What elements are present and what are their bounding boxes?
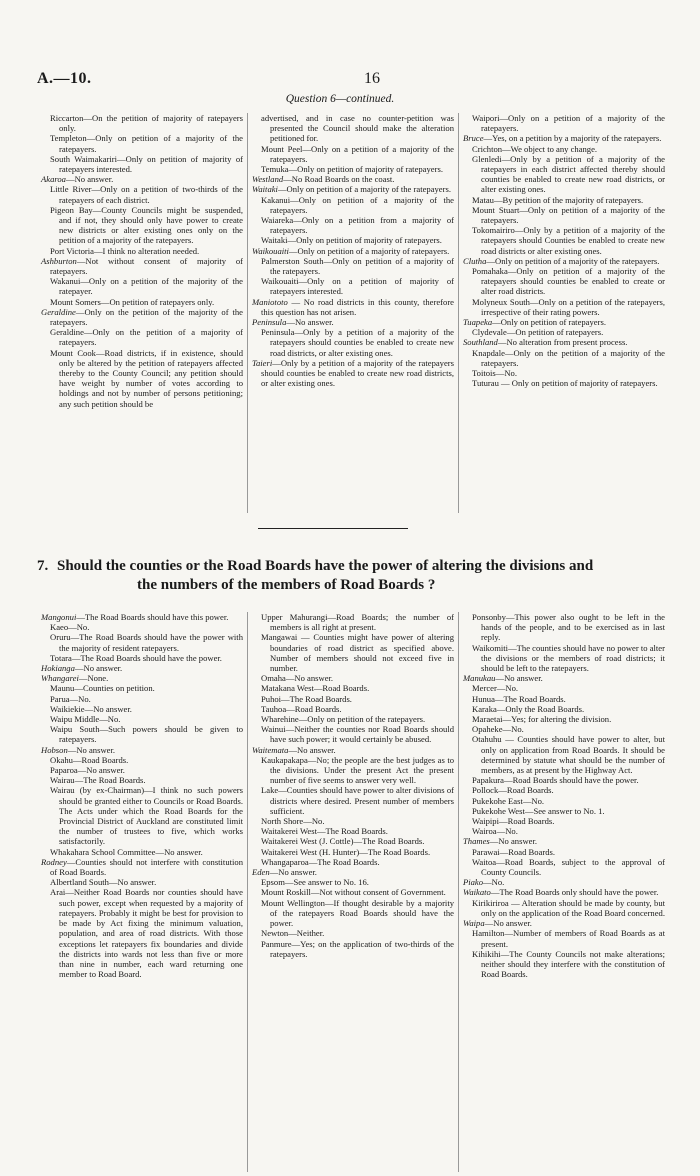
entry-text: Tauhoa—Road Boards.	[261, 703, 342, 714]
district-entry	[41, 246, 243, 256]
county-name: Bruce	[463, 133, 484, 144]
county-entry	[252, 867, 454, 877]
county-entry	[463, 877, 665, 887]
entry-text: Knapdale—Only on the petition of a majority of the ratepayers.	[472, 347, 665, 368]
entry-text: Mount Somers—On petition of ratepayers only.	[50, 296, 215, 307]
entry-text: Oruru—The Road Boards should have the power with the majority of resident ratepayers.	[50, 632, 243, 653]
county-name: Rodney	[41, 856, 67, 867]
entry-text: Whangaparoa—The Road Boards.	[261, 856, 380, 867]
county-entry	[41, 256, 243, 276]
county-name: Westland	[252, 174, 284, 185]
county-entry	[41, 307, 243, 327]
county-entry	[252, 358, 454, 389]
entry-text: Panmure—Yes; on the application of two-thirds of the ratepayers.	[261, 938, 454, 959]
district-entry	[252, 612, 454, 632]
district-entry	[252, 256, 454, 276]
entry-text: Pukekohe East—No.	[472, 795, 545, 806]
entry-text: Otahuhu — Counties should have power to alter, but only on application from Road Boards. It should be determined by statute what should be the number of members, as at present by the Highway Act.	[472, 734, 665, 776]
entry-text: Waipipi—Road Boards.	[472, 816, 555, 827]
district-entry	[463, 643, 665, 674]
district-entry	[463, 683, 665, 693]
district-entry	[252, 755, 454, 786]
district-entry	[252, 847, 454, 857]
county-entry	[41, 745, 243, 755]
county-name: Piako	[463, 877, 484, 888]
entry-text: —No answer.	[484, 918, 532, 929]
district-entry	[41, 704, 243, 714]
entry-text: —No answer.	[65, 174, 114, 185]
column-1	[37, 612, 247, 1172]
entry-text: Opaheke—No.	[472, 724, 524, 735]
entry-text: Wakanui—Only on a petition of the majority of the ratepayer.	[50, 276, 243, 297]
county-name: Taieri	[252, 357, 273, 368]
entry-text: Tokomairiro—Only by a petition of a majority of the ratepayers should Counties be enabled to create new road districts or alter existing ones.	[472, 225, 665, 256]
county-name: Geraldine	[41, 306, 76, 317]
column-2	[247, 113, 458, 513]
county-entry	[252, 246, 454, 256]
entry-text: —The Road Boards should have this power.	[76, 612, 229, 622]
entry-text: —No Road Boards on the coast.	[283, 174, 395, 185]
entry-text: —No answer.	[288, 744, 336, 755]
entry-text: Mount Wellington—If thought desirable by a majority of the ratepayers Road Boards should have the power.	[261, 897, 454, 929]
section-divider	[258, 528, 408, 529]
district-entry	[463, 368, 665, 378]
entry-text: —Yes, on a petition by a majority of the ratepayers.	[483, 133, 662, 144]
district-entry	[41, 348, 243, 409]
county-entry	[252, 317, 454, 327]
district-entry	[463, 775, 665, 785]
entry-text: Clydevale—On petition of ratepayers.	[472, 327, 604, 338]
entry-text: Maunu—Counties on petition.	[50, 683, 155, 694]
district-entry	[41, 113, 243, 133]
district-entry	[463, 694, 665, 704]
entry-text: Totara—The Road Boards should have the power.	[50, 652, 222, 663]
district-entry	[252, 939, 454, 959]
county-entry	[252, 297, 454, 317]
entry-text: Waikiekie—No answer.	[50, 703, 132, 714]
entry-text: Karaka—Only the Road Boards.	[472, 703, 585, 714]
district-entry	[463, 704, 665, 714]
county-name: Mangonui	[41, 612, 77, 622]
entry-text: Waiareka—Only on a petition from a majority of ratepayers.	[261, 215, 454, 236]
county-name: Peninsula	[252, 317, 287, 328]
county-entry	[252, 745, 454, 755]
entry-text: —No answer.	[286, 317, 334, 328]
district-entry	[463, 898, 665, 918]
entry-text: —Not without consent of majority of ratepayers.	[50, 255, 243, 277]
entry-text: Okahu—Road Boards.	[50, 754, 129, 765]
entry-text: Omaha—No answer.	[261, 673, 334, 684]
district-entry	[41, 765, 243, 775]
column-3	[458, 612, 669, 1172]
entry-text: Riccarton—On the petition of majority of ratepayers only.	[50, 113, 243, 134]
county-entry	[41, 612, 243, 622]
county-name: Manukau	[463, 673, 496, 684]
entry-text: —No alteration from present process.	[497, 337, 628, 348]
district-entry	[252, 215, 454, 235]
entry-text: North Shore—No.	[261, 816, 325, 827]
district-entry	[252, 694, 454, 704]
entry-text: —Only on petition of a majority of the ratepayers.	[486, 255, 660, 266]
district-entry	[252, 877, 454, 887]
entry-text: Lake—Counties should have power to alter divisions of districts where desired. Present number of members sufficient.	[261, 785, 454, 816]
entry-text: Pollock—Road Boards.	[472, 785, 554, 796]
county-name: Thames	[463, 836, 490, 847]
entry-text: Pomahaka—Only on petition of a majority of the ratepayers should counties be enabled to create or alter road districts.	[472, 266, 665, 297]
district-entry	[463, 857, 665, 877]
entry-text: Waitakerei West (J. Cottle)—The Road Boards.	[261, 836, 425, 847]
question-line-1: Should the counties or the Road Boards have the power of altering the divisions and	[57, 558, 594, 574]
entry-text: South Waimakariri—Only on petition of majority of ratepayers interested.	[50, 153, 243, 175]
entry-text: Waikouaiti—Only on a petition of majority of ratepayers interested.	[261, 276, 454, 297]
entry-text: —No answer.	[269, 867, 317, 878]
district-entry	[252, 714, 454, 724]
entry-text: Matau—By petition of the majority of ratepayers.	[472, 194, 644, 205]
entry-text: Templeton—Only on petition of a majority of the ratepayers.	[50, 133, 243, 154]
entry-text: Parua—No.	[50, 693, 91, 704]
entry-text: —No answer.	[67, 744, 116, 755]
district-entry	[41, 694, 243, 704]
column-3	[458, 113, 669, 513]
document-code: A.—10.	[37, 70, 92, 87]
question-7-columns	[37, 612, 669, 1172]
entry-text: Parawai—Road Boards.	[472, 846, 556, 857]
district-entry	[463, 154, 665, 195]
district-entry	[252, 826, 454, 836]
entry-text: Little River—Only on a petition of two-thirds of the ratepayers of each district.	[50, 184, 243, 205]
entry-text: Mount Peel—Only on a petition of a majority of the ratepayers.	[261, 143, 454, 164]
entry-text: Newton—Neither.	[261, 928, 325, 939]
entry-text: Upper Mahurangi—Road Boards; the number of members is all right at present.	[261, 612, 454, 633]
district-entry	[252, 195, 454, 215]
district-entry	[463, 806, 665, 816]
county-name: Eden	[252, 867, 270, 878]
county-entry	[463, 887, 665, 897]
entry-text: Mount Stuart—Only on petition of a majority of the ratepayers.	[472, 204, 665, 226]
entry-text: Whakahara School Committee—No answer.	[50, 846, 203, 857]
entry-text: Papakura—Road Boards should have the power.	[472, 775, 639, 786]
entry-text: —Only on petition of a majority of ratepayers.	[288, 245, 450, 256]
entry-text: Mount Cook—Road districts, if in existence, should only be altered by the petition of ratepayers affected thereby to the County Council; any petition should have weight by number of votes according to holdings and not by number of persons petitioning; any such petition should be	[50, 347, 243, 409]
page-number: 16	[364, 70, 380, 87]
entry-text: —Only by a petition of a majority of the ratepayers should counties be enabled to create new road districts, or alter existing ones.	[261, 357, 454, 389]
district-entry	[252, 113, 454, 144]
district-entry	[463, 113, 665, 133]
entry-text: Port Victoria—I think no alteration needed.	[50, 245, 200, 256]
county-entry	[463, 673, 665, 683]
district-entry	[252, 785, 454, 816]
district-entry	[463, 266, 665, 297]
entry-text: Palmerston South—Only on petition of a majority of the ratepayers.	[261, 255, 454, 277]
entry-text: Epsom—See answer to No. 16.	[261, 877, 369, 888]
district-entry	[252, 327, 454, 358]
entry-text: Waipori—Only on a petition of a majority of the ratepayers.	[472, 113, 665, 134]
entry-text: Toitois—No.	[472, 368, 517, 379]
district-entry	[463, 205, 665, 225]
entry-text: Kakanui—Only on petition of a majority of the ratepayers.	[261, 194, 454, 215]
district-entry	[463, 826, 665, 836]
entry-text: —No answer.	[74, 663, 123, 674]
entry-text: Waitoa—Road Boards, subject to the approval of County Councils.	[472, 856, 665, 878]
entry-text: Temuka—Only on petition of majority of ratepayers.	[261, 164, 443, 175]
district-entry	[463, 847, 665, 857]
district-entry	[252, 632, 454, 673]
entry-text: Molyneux South—Only on a petition of the ratepayers, irrespective of their rating powers.	[472, 296, 665, 317]
entry-text: Wairau—The Road Boards.	[50, 775, 146, 786]
district-entry	[252, 928, 454, 938]
district-entry	[463, 734, 665, 775]
county-name: Whangarei	[41, 673, 79, 684]
district-entry	[41, 775, 243, 785]
county-name: Clutha	[463, 255, 487, 266]
question-number: 7.	[37, 558, 49, 574]
district-entry	[41, 847, 243, 857]
entry-text: Waipu Middle—No.	[50, 714, 121, 725]
district-entry	[463, 612, 665, 643]
district-entry	[463, 928, 665, 948]
district-entry	[41, 184, 243, 204]
entry-text: Kaeo—No.	[50, 622, 90, 633]
entry-text: —Only on petition of a majority of the ratepayers.	[277, 184, 451, 195]
district-entry	[252, 724, 454, 744]
county-entry	[463, 836, 665, 846]
entry-text: Mangawai — Counties might have power of altering boundaries of road district as specified above. Number of members should not exceed five in number.	[261, 632, 454, 674]
entry-text: — No road districts in this county, therefore this question has not arisen.	[261, 296, 454, 317]
district-entry	[252, 144, 454, 164]
entry-text: Hunua—The Road Boards.	[472, 693, 566, 704]
county-entry	[463, 337, 665, 347]
entry-text: Kihikihi—The County Councils not make alterations; neither should they interfere with the constitution of Road Boards.	[472, 948, 665, 980]
county-name: Akaroa	[41, 174, 66, 185]
district-entry	[41, 133, 243, 153]
entry-text: —The Road Boards only should have the power.	[490, 887, 659, 898]
county-name: Waikato	[463, 887, 491, 898]
entry-text: —No answer.	[495, 673, 543, 684]
county-entry	[41, 663, 243, 673]
county-entry	[463, 918, 665, 928]
county-name: Waitaki	[252, 184, 278, 195]
district-entry	[252, 816, 454, 826]
district-entry	[463, 327, 665, 337]
entry-text: —Only on the petition of the majority of the ratepayers.	[50, 306, 243, 328]
county-name: Hokianga	[41, 663, 75, 674]
entry-text: Albertland South—No answer.	[50, 877, 157, 888]
question-6-columns	[37, 113, 669, 513]
entry-text: Waipu South—Such powers should be given to ratepayers.	[50, 724, 243, 745]
page-header	[37, 70, 663, 90]
entry-text: —No answer.	[489, 836, 538, 847]
district-entry	[41, 276, 243, 296]
district-entry	[41, 755, 243, 765]
district-entry	[41, 714, 243, 724]
entry-text: —None.	[78, 673, 109, 684]
entry-text: Puhoi—The Road Boards.	[261, 693, 352, 704]
district-entry	[463, 225, 665, 256]
county-name: Maniototo	[252, 296, 288, 307]
entry-text: —Only on petition of ratepayers.	[492, 317, 606, 328]
district-entry	[41, 683, 243, 693]
county-name: Ashburton	[41, 255, 77, 266]
entry-text: Mount Roskill—Not without consent of Government.	[261, 887, 446, 898]
entry-text: Glenledi—Only by a petition of a majority of the ratepayers in each district affected thereby should counties be enabled to create new road districts, or alter existing ones.	[472, 153, 665, 195]
district-entry	[41, 622, 243, 632]
entry-text: Waikomiti—The counties should have no power to alter the divisions or the members of road districts; it should be left to the ratepayers.	[472, 642, 665, 674]
entry-text: Waitaki—Only on petition of majority of ratepayers.	[261, 235, 442, 246]
county-entry	[41, 174, 243, 184]
district-entry	[41, 297, 243, 307]
entry-text: Geraldine—Only on the petition of a majority of ratepayers.	[50, 327, 243, 348]
entry-text: Wharehine—Only on petition of the ratepayers.	[261, 714, 426, 725]
district-entry	[41, 154, 243, 174]
entry-text: —Counties should not interfere with constitution of Road Boards.	[50, 856, 243, 878]
district-entry	[252, 857, 454, 867]
district-entry	[463, 816, 665, 826]
county-entry	[252, 174, 454, 184]
county-name: Tuapeka	[463, 317, 493, 328]
district-entry	[252, 887, 454, 897]
district-entry	[252, 276, 454, 296]
county-name: Southland	[463, 337, 498, 348]
county-entry	[463, 317, 665, 327]
district-entry	[463, 378, 665, 388]
county-entry	[252, 184, 454, 194]
county-entry	[41, 673, 243, 683]
entry-text: Kaukapakapa—No; the people are the best judges as to the divisions. Under the present Act the present number of five seems to answer very well.	[261, 754, 454, 786]
entry-text: Wainui—Neither the counties nor Road Boards should have such power; it would certainly be abused.	[261, 724, 454, 745]
question-line-2: the numbers of the members of Road Boards ?	[137, 577, 436, 593]
district-entry	[463, 144, 665, 154]
district-entry	[463, 714, 665, 724]
district-entry	[463, 785, 665, 795]
entry-text: —No.	[483, 877, 505, 888]
entry-text: Pigeon Bay—County Councils might be suspended, and if not, they should only have power to create new districts or alter existing ones only on the petition of a majority of the ratepayers.	[50, 204, 243, 246]
district-entry	[41, 327, 243, 347]
entry-text: Peninsula—Only by a petition of a majority of the ratepayers should counties be enabled to create new road districts, or alter existing ones.	[261, 327, 454, 358]
county-name: Waipa	[463, 918, 485, 929]
district-entry	[252, 704, 454, 714]
entry-text: Hamilton—Number of members of Road Boards as at present.	[472, 928, 665, 949]
column-2	[247, 612, 458, 1172]
district-entry	[252, 673, 454, 683]
entry-text: Maraetai—Yes; for altering the division.	[472, 714, 612, 725]
district-entry	[41, 785, 243, 846]
district-entry	[41, 877, 243, 887]
entry-text: Pukekohe West—See answer to No. 1.	[472, 805, 605, 816]
district-entry	[463, 348, 665, 368]
district-entry	[252, 235, 454, 245]
entry-text: Mercer—No.	[472, 683, 519, 694]
district-entry	[252, 164, 454, 174]
entry-text: Matakana West—Road Boards.	[261, 683, 370, 694]
continued-heading: Question 6—continued.	[285, 93, 395, 105]
district-entry	[252, 836, 454, 846]
entry-text: Kirikiriroa — Alteration should be made by county, but only on the application of the Road Board concerned.	[472, 897, 665, 918]
district-entry	[41, 632, 243, 652]
county-name: Hobson	[41, 744, 68, 755]
district-entry	[463, 724, 665, 734]
entry-text: Wairau (by ex-Chairman)—I think no such powers should be granted either to Councils or Road Boards. The Acts under which the Road Boards for the Provincial District of Auckland are constituted limit the number of trustees to five, which works satisfactorily.	[50, 785, 243, 847]
district-entry	[463, 297, 665, 317]
county-name: Waikouaiti	[252, 245, 289, 256]
column-1	[37, 113, 247, 513]
county-entry	[463, 133, 665, 143]
district-entry	[41, 887, 243, 979]
entry-text: Waitakerei West (H. Hunter)—The Road Boards.	[261, 846, 431, 857]
entry-text: Ponsonby—This power also ought to be left in the hands of the people, and to be exercised as in last reply.	[472, 612, 665, 643]
district-entry	[252, 898, 454, 929]
district-entry	[41, 724, 243, 744]
entry-text: Crichton—We object to any change.	[472, 143, 598, 154]
district-entry	[463, 949, 665, 980]
entry-text: Tuturau — Only on petition of majority of ratepayers.	[472, 378, 658, 389]
county-name: Waitemata	[252, 744, 289, 755]
entry-text: Waitakerei West—The Road Boards.	[261, 826, 388, 837]
county-entry	[41, 857, 243, 877]
district-entry	[41, 653, 243, 663]
entry-text: Paparoa—No answer.	[50, 765, 125, 776]
county-entry	[463, 256, 665, 266]
entry-text: Wairoa—No.	[472, 826, 518, 837]
entry-text: Arai—Neither Road Boards nor counties should have such power, except when requested by a majority of ratepayers. Probably it might be best for provision to be made by Act fixing the minimum valuation, population, and area of road districts. With those exceptions let ratepayers fix boundaries and divide the districts into wards not less than five or more than nine in number, each ward returning one member to Road Board.	[50, 887, 243, 980]
district-entry	[41, 205, 243, 246]
district-entry	[463, 195, 665, 205]
district-entry	[252, 683, 454, 693]
district-entry	[463, 796, 665, 806]
entry-text: advertised, and in case no counter-petition was presented the Council should make the alteration petitioned for.	[261, 113, 454, 144]
